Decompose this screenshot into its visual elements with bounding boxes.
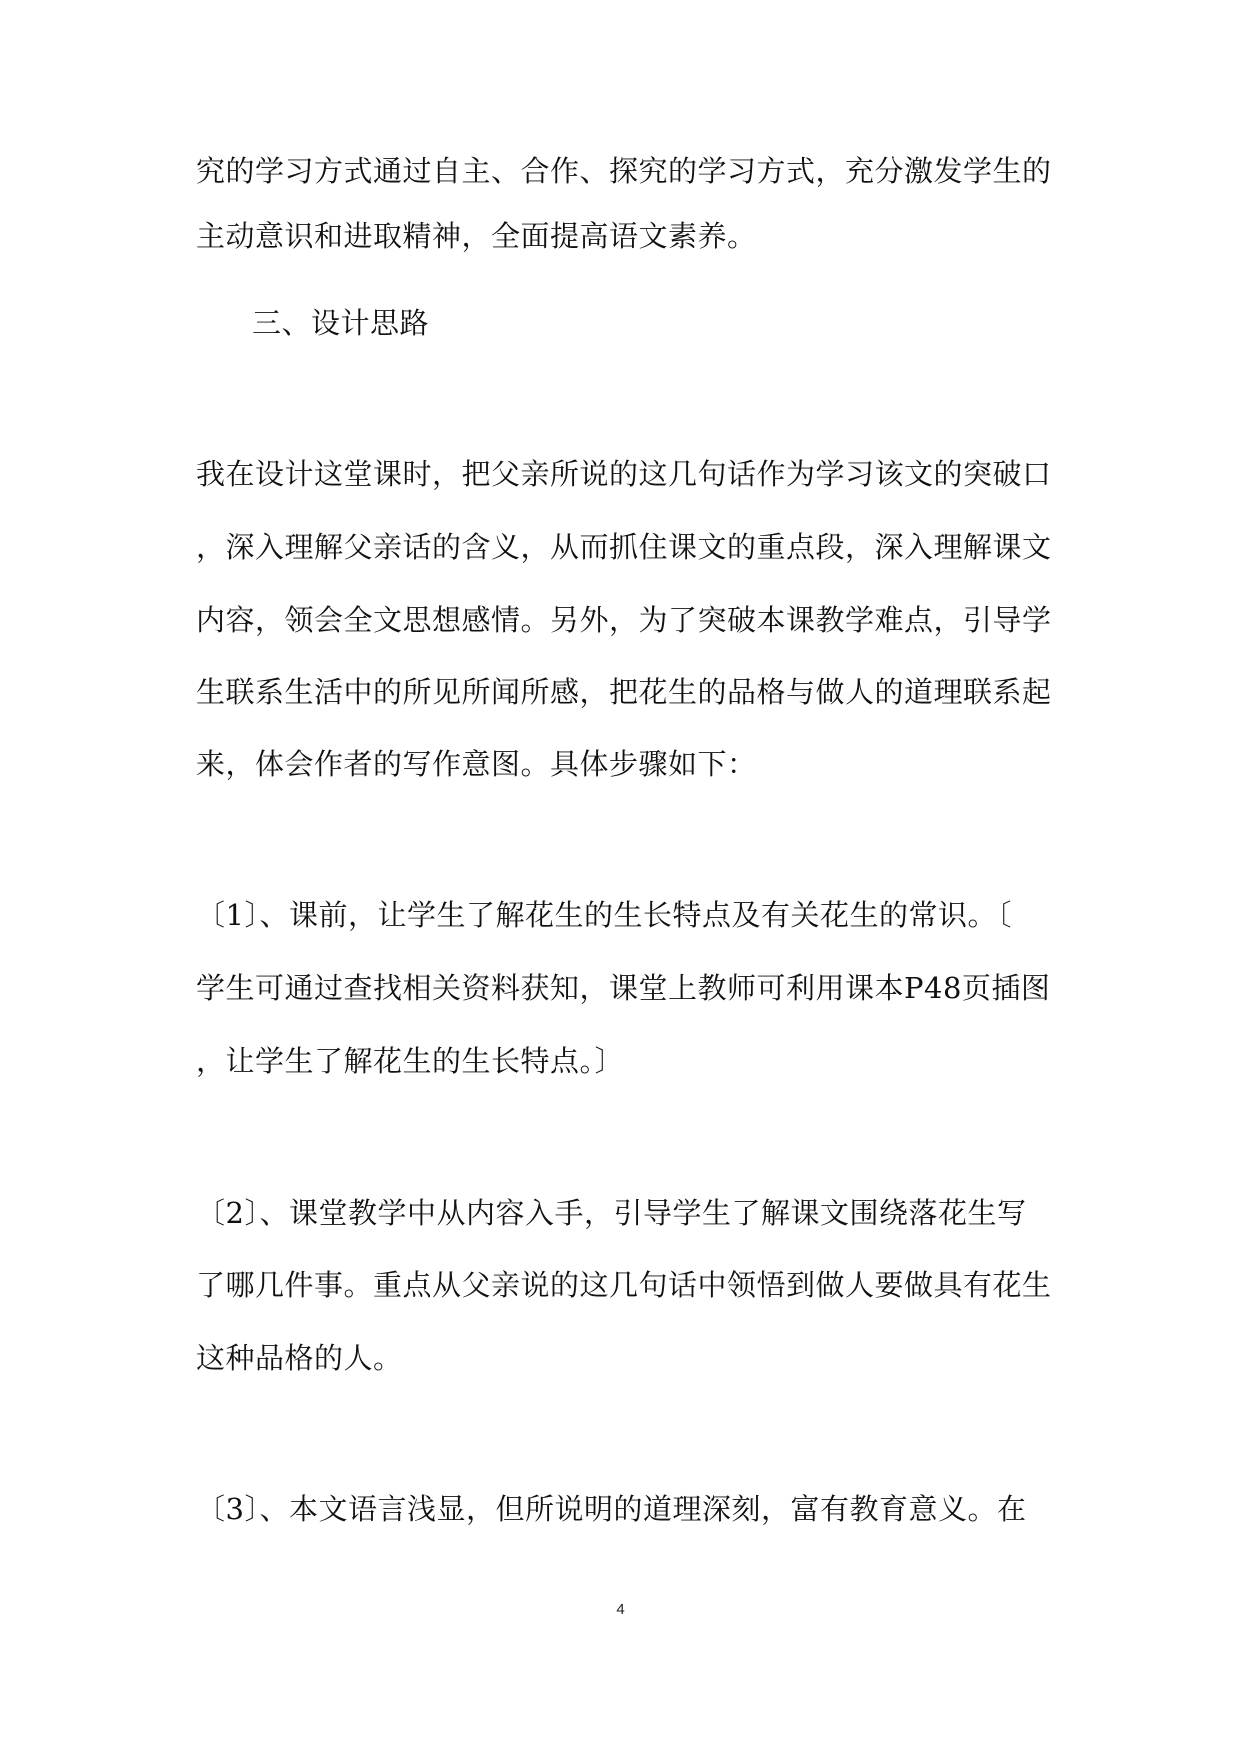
text-line: 主动意识和进取精神，全面提高语文素养。 xyxy=(196,219,757,253)
list-item-2-line: 〔2〕、课堂教学中从内容入手，引导学生了解课文围绕落花生写 xyxy=(196,1196,1027,1230)
section-heading: 三、设计思路 xyxy=(252,306,430,340)
text-line: ，深入理解父亲话的含义，从而抓住课文的重点段，深入理解课文 xyxy=(196,530,1052,564)
text-line: 究的学习方式通过自主、合作、探究的学习方式，充分激发学生的 xyxy=(196,154,1052,188)
list-item-2-line: 这种品格的人。 xyxy=(196,1341,403,1375)
text-line: 来，体会作者的写作意图。具体步骤如下： xyxy=(196,747,757,781)
list-item-1-line: 学生可通过查找相关资料获知，课堂上教师可利用课本P48页插图 xyxy=(196,971,1051,1005)
text-line: 我在设计这堂课时，把父亲所说的这几句话作为学习该文的突破口 xyxy=(196,457,1052,491)
list-item-1-line: 〔1〕、课前，让学生了解花生的生长特点及有关花生的常识。〔 xyxy=(196,898,1012,932)
list-item-3-line: 〔3〕、本文语言浅显，但所说明的道理深刻，富有教育意义。在 xyxy=(196,1492,1027,1526)
list-item-1-line: ，让学生了解花生的生长特点。〕 xyxy=(196,1044,625,1078)
text-line: 内容，领会全文思想感情。另外，为了突破本课教学难点，引导学 xyxy=(196,603,1052,637)
text-line: 生联系生活中的所见所闻所感，把花生的品格与做人的道理联系起 xyxy=(196,675,1052,709)
list-item-2-line: 了哪几件事。重点从父亲说的这几句话中领悟到做人要做具有花生 xyxy=(196,1268,1052,1302)
page-number: 4 xyxy=(616,1601,625,1618)
